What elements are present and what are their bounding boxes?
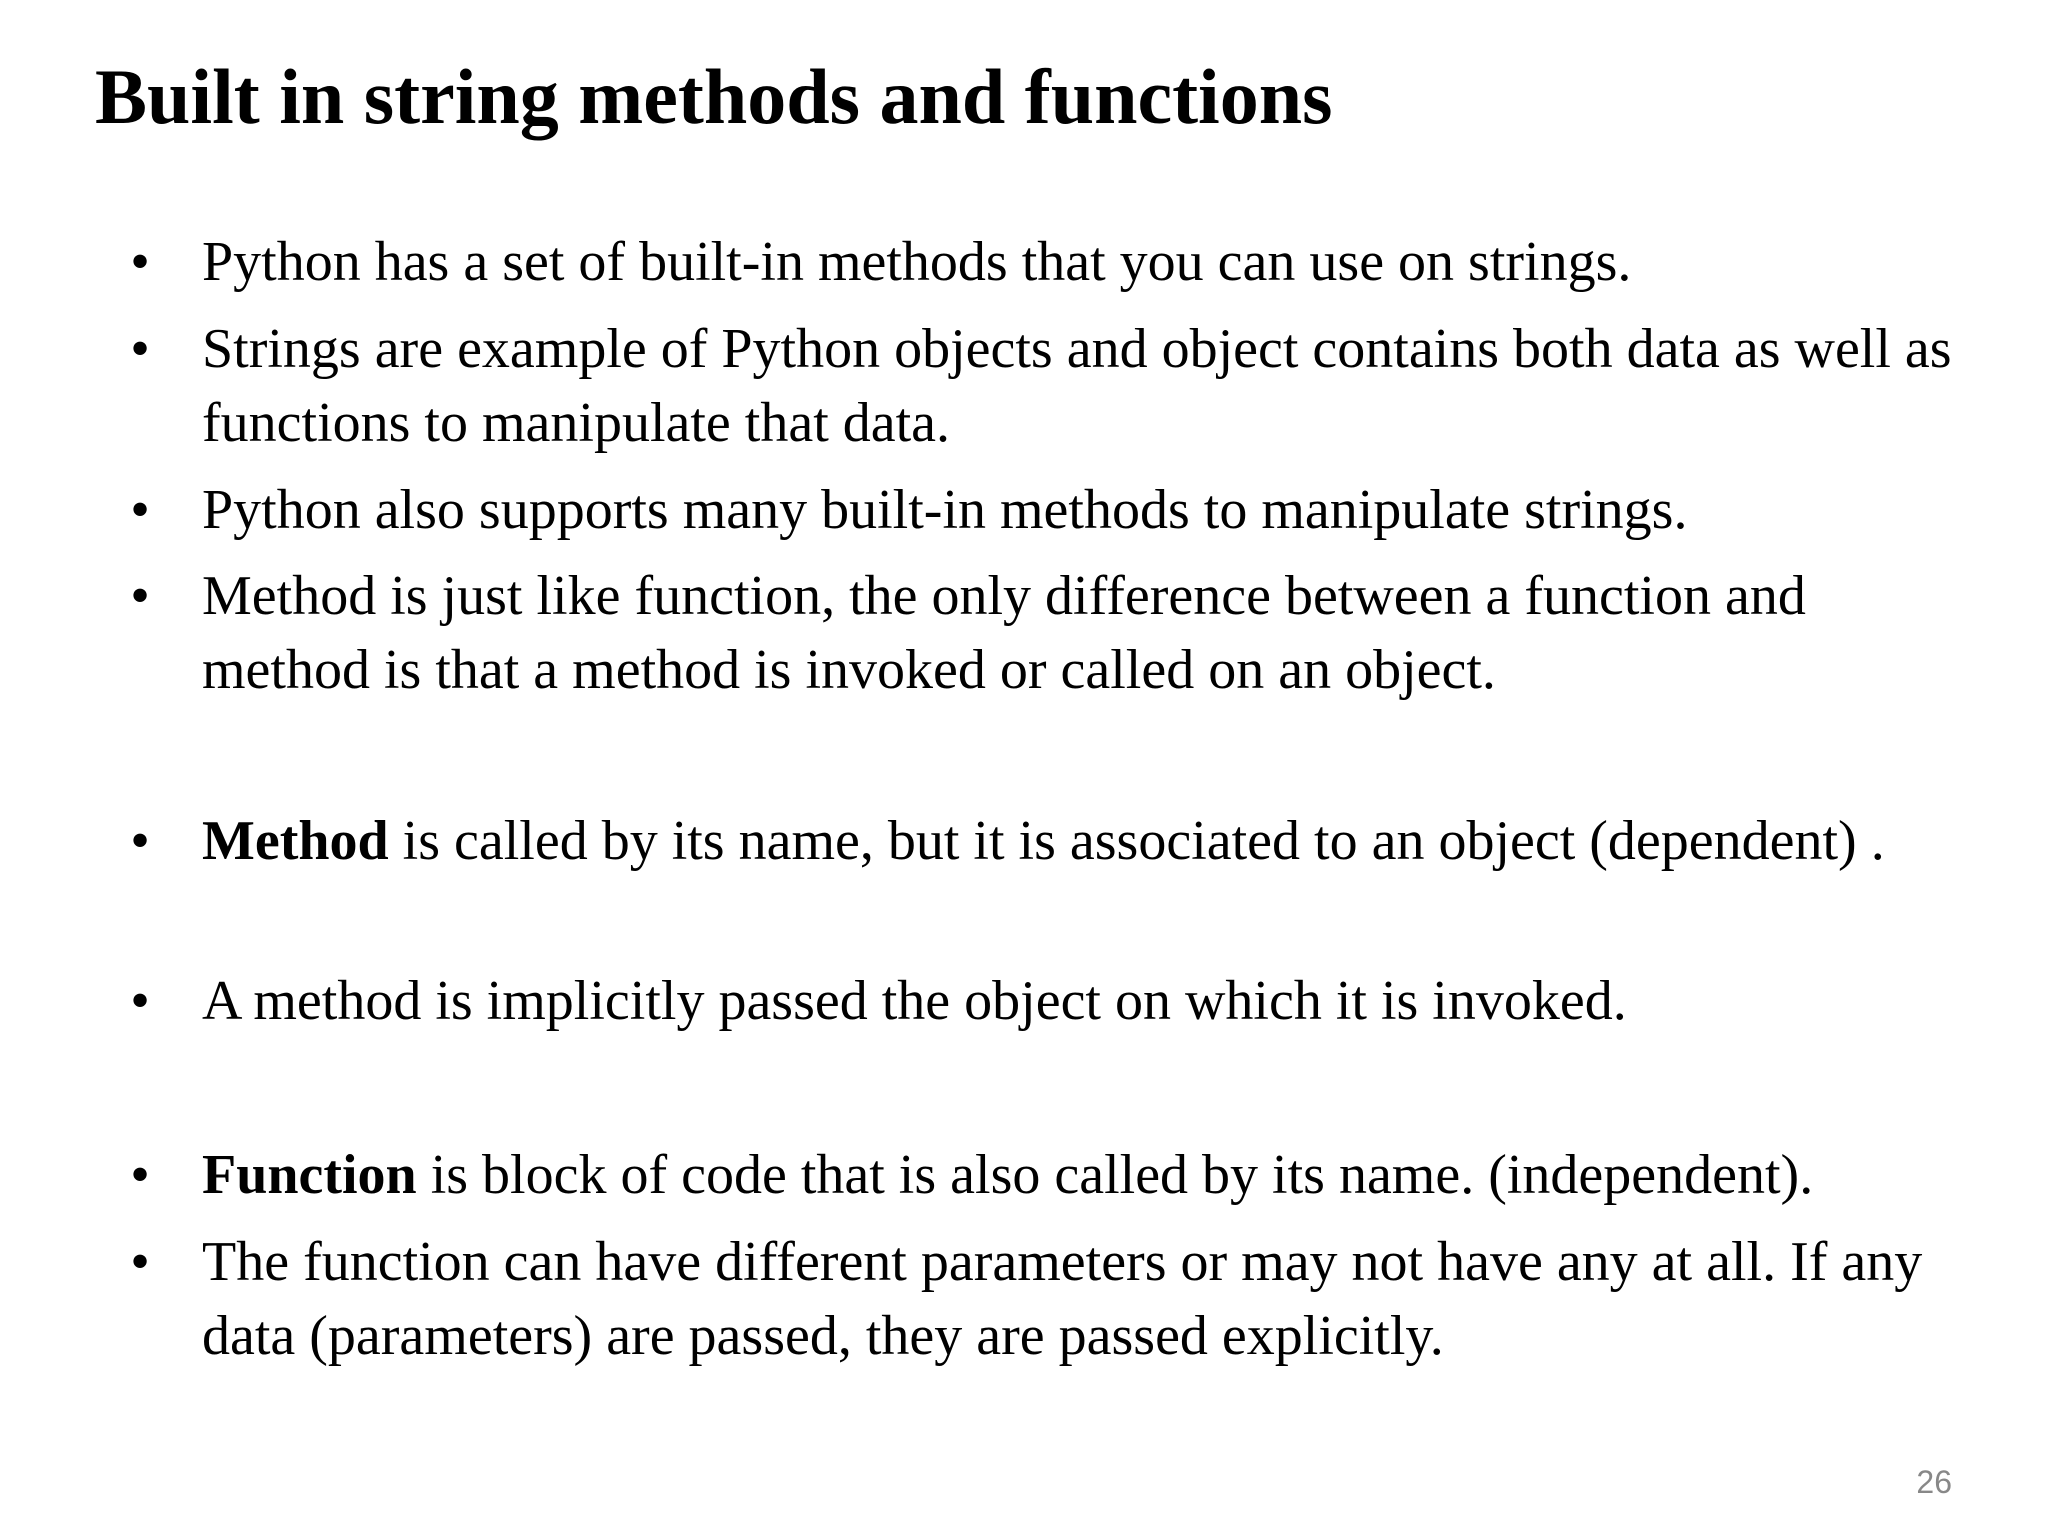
slide-title: Built in string methods and functions <box>95 53 1333 140</box>
bullet-text: Python has a set of built-in methods that you can use on strings. <box>202 231 1632 293</box>
bullet-marker: • <box>130 970 150 1032</box>
bullet-text: A method is implicitly passed the object on which it is invoked. <box>202 970 1627 1032</box>
bullet-marker: • <box>130 479 150 541</box>
bullet-term: Function <box>202 1144 417 1206</box>
bullet-text: Strings are example of Python objects and object contains both data as well as functions to manipulate that data. <box>202 318 1952 454</box>
bullet-marker: • <box>130 231 150 293</box>
bullet-text: Method is just like function, the only difference between a function and method is that a method is invoked or called on an object. <box>202 565 1806 701</box>
bullet-text: Python also supports many built-in methods to manipulate strings. <box>202 479 1688 541</box>
bullet-marker: • <box>130 565 150 627</box>
bullet-marker: • <box>130 1144 150 1206</box>
bullet-term: Method <box>202 810 389 872</box>
bullet-text <box>202 1138 1982 1212</box>
bullet-text: The function can have different parameters or may not have any at all. If any data (parameters) are passed, they are passed explicitly. <box>202 1231 1923 1367</box>
bullet-text <box>202 804 1982 878</box>
bullet-description: is called by its name, but it is associated to an object (dependent) . <box>388 810 1885 872</box>
slide-number: 26 <box>1916 1464 1952 1500</box>
bullet-marker: • <box>130 1231 150 1293</box>
bullet-marker: • <box>130 318 150 380</box>
bullet-description: is block of code that is also called by its name. (independent). <box>416 1144 1814 1206</box>
bullet-marker: • <box>130 810 150 872</box>
